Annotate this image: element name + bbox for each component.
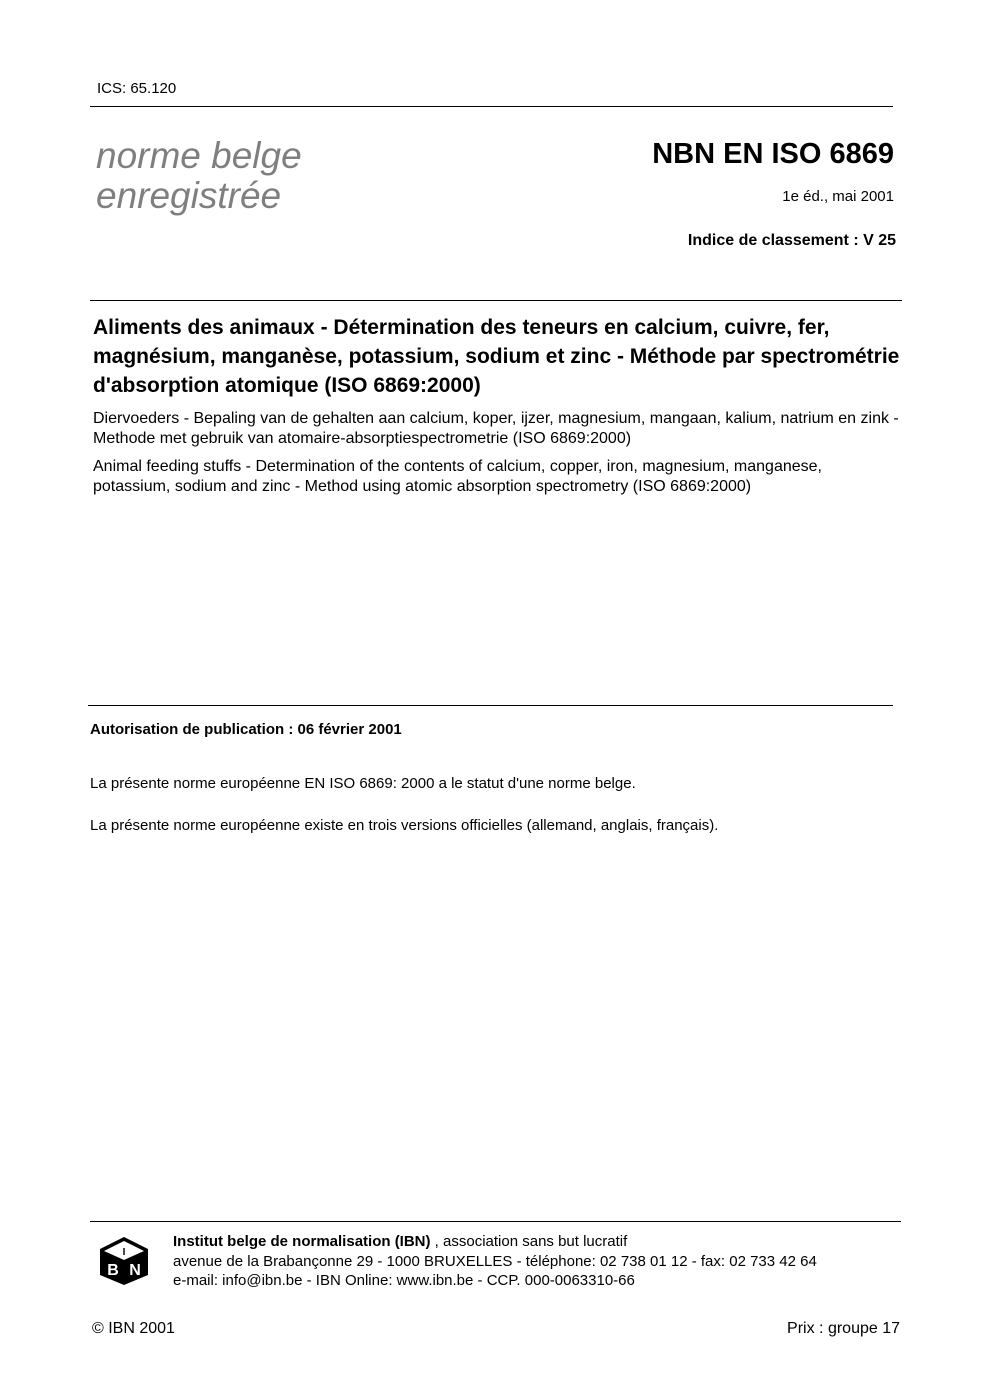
ibn-logo-icon [98, 1235, 150, 1287]
document-number: NBN EN ISO 6869 [652, 138, 894, 170]
versions-paragraph: La présente norme européenne existe en trois versions officielles (allemand, anglais, français). [90, 817, 719, 834]
price-group: Prix : groupe 17 [787, 1320, 900, 1337]
institute-suffix: , association sans but lucratif [430, 1233, 628, 1250]
title-divider [90, 300, 902, 301]
classification-index: Indice de classement : V 25 [687, 232, 896, 249]
edition-info: 1e éd., mai 2001 [782, 188, 894, 205]
brand-line-2: enregistrée [96, 175, 282, 216]
brand-line-1: norme belge [96, 135, 302, 176]
brand-text [96, 136, 302, 216]
title-english: Animal feeding stuffs - Determination of the contents of calcium, copper, iron, magnesium, manganese, potassium, sodium and zinc - Method using atomic absorption spectrometry (ISO 6869:2000) [93, 458, 822, 495]
footer-divider [90, 1221, 901, 1222]
top-divider [90, 106, 893, 107]
authorization-divider [88, 705, 893, 706]
svg-text:B: B [107, 1262, 119, 1279]
title-dutch: Diervoeders - Bepaling van de gehalten aan calcium, koper, ijzer, magnesium, mangaan, kalium, natrium en zink - Methode met gebruik van atomaire-absorptiespectrometrie (ISO 6869:2000) [93, 410, 899, 447]
institute-name: Institut belge de normalisation (IBN) [173, 1233, 431, 1250]
ics-code: ICS: 65.120 [97, 80, 177, 97]
publication-authorization: Autorisation de publication : 06 février 2001 [90, 721, 402, 738]
status-paragraph: La présente norme européenne EN ISO 6869: 2000 a le statut d'une norme belge. [90, 775, 636, 792]
title-french: Aliments des animaux - Détermination des teneurs en calcium, cuivre, fer, magnésium, manganèse, potassium, sodium et zinc - Méthode par spectrométrie d'absorption atomique (ISO 6869:2000) [93, 316, 900, 397]
copyright: © IBN 2001 [92, 1320, 175, 1337]
footer-address: avenue de la Brabançonne 29 - 1000 BRUXELLES - téléphone: 02 738 01 12 - fax: 02 733 42 64 [173, 1253, 817, 1270]
svg-text:I: I [122, 1247, 126, 1258]
footer-contact: e-mail: info@ibn.be - IBN Online: www.ibn.be - CCP. 000-0063310-66 [173, 1272, 635, 1289]
footer-institute-line [173, 1232, 627, 1252]
svg-text:N: N [129, 1262, 141, 1279]
